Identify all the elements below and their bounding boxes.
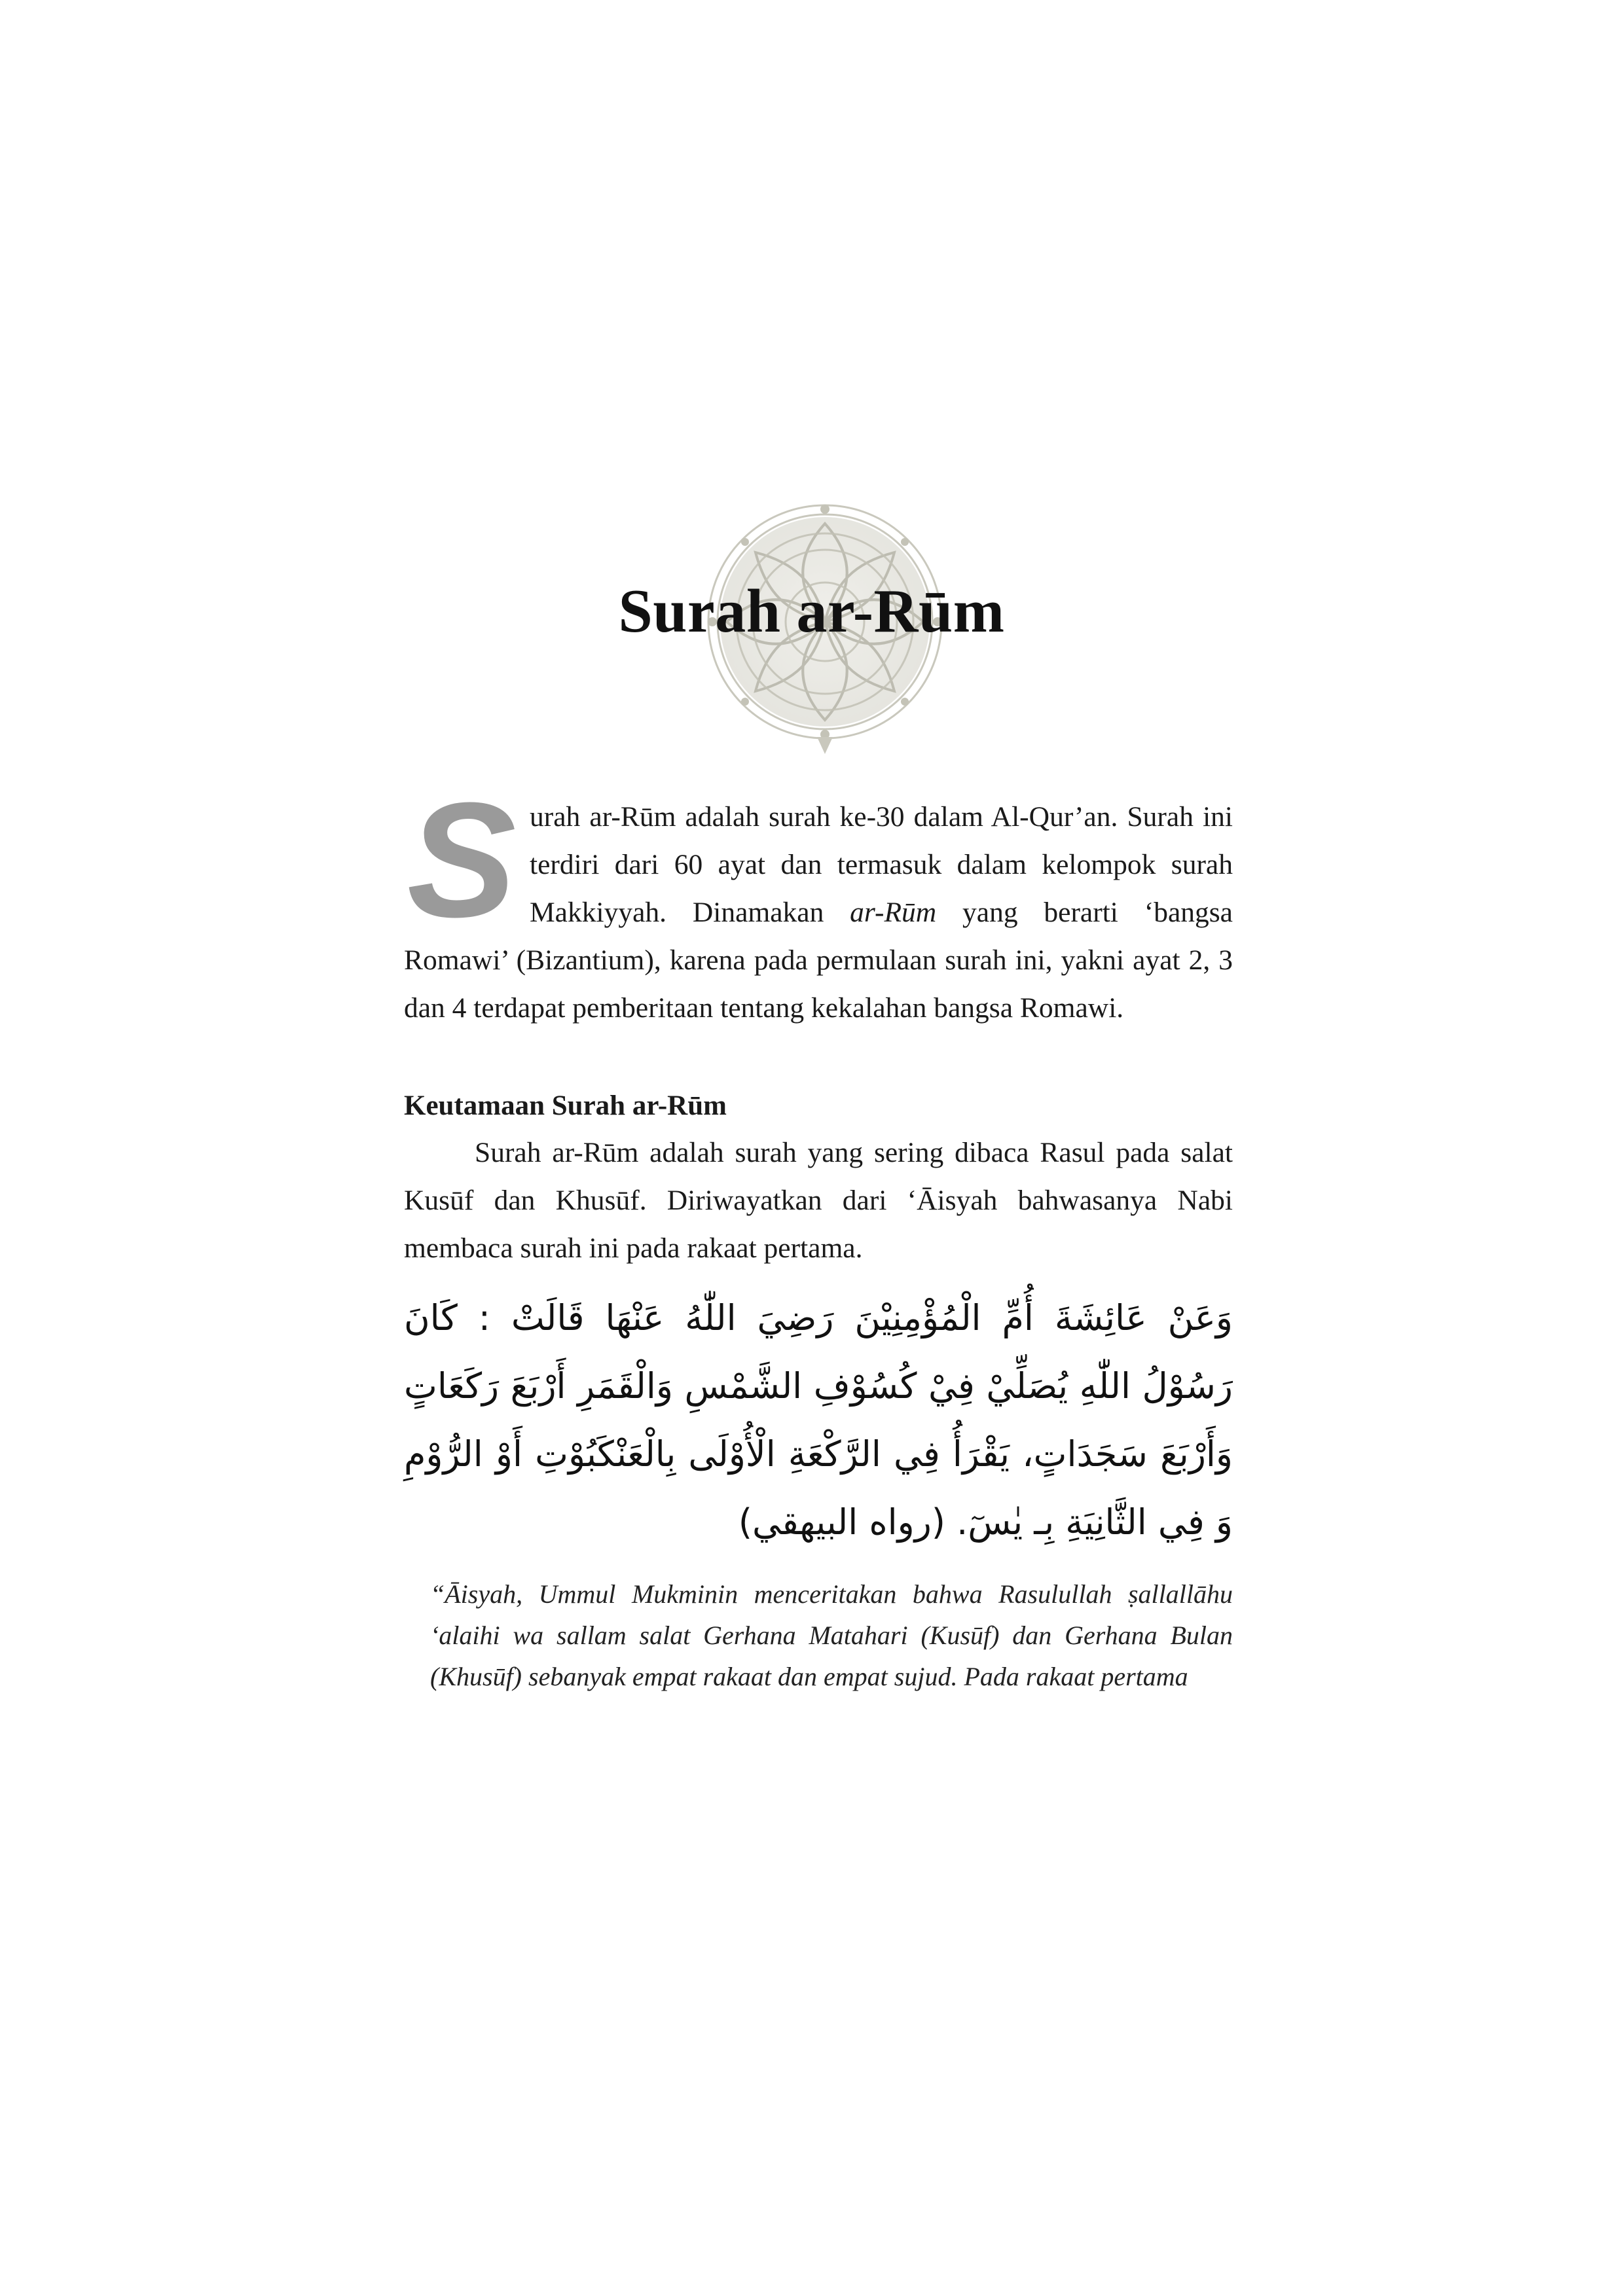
- intro-rest: yang berarti ‘bangsa Romawi’ (Bizantium), karena pada permulaan surah ini, yakni ayat 2, 3 dan 4 terdapat pemberitaan tentang kekalahan bangsa Romawi.: [404, 897, 1233, 1024]
- intro-term: ar-Rūm: [850, 897, 937, 928]
- hadith-translation: “Āisyah, Ummul Mukminin menceritakan bahwa Rasulullah ṣallallāhu ‘alaihi wa sallam salat Gerhana Matahari (Kusūf) dan Gerhana Bulan (Khusūf) sebanyak empat rakaat dan empat sujud. Pada rakaat pertama: [430, 1579, 1233, 1691]
- page-title: Surah ar-Rūm: [618, 577, 1005, 645]
- intro-lead: urah ar-Rūm adalah surah ke-30 dalam Al-Qur’an. Surah ini terdiri dari 60 ayat dan termasuk dalam kelompok surah Makkiyyah. Dinamakan: [530, 801, 1233, 928]
- dropcap-letter-icon: [403, 797, 520, 928]
- main-content: [404, 793, 1233, 1697]
- dropcap-letter: S: [407, 797, 517, 928]
- arabic-hadith: وَعَنْ عَائِشَةَ أُمِّ الْمُؤْمِنِيْنَ رَضِيَ اللّٰهُ عَنْهَا قَالَتْ : كَانَ رَسُوْلُ اللّٰهِ يُصَلِّيْ فِيْ كُسُوْفِ الشَّمْسِ وَالْقَمَرِ أَرْبَعَ رَكَعَاتٍ وَأَرْبَعَ سَجَدَاتٍ، يَقْرَأُ فِي الرَّكْعَةِ الْأُوْلَى بِالْعَنْكَبُوْتِ أَوْ الرُّوْمِ وَ فِي الثَّانِيَةِ بِـ يٰسٓ. (رواه البيهقي): [404, 1297, 1233, 1543]
- intro-paragraph: [404, 793, 1233, 1032]
- section-heading: Keutamaan Surah ar-Rūm: [404, 1090, 727, 1121]
- section-paragraph: Surah ar-Rūm adalah surah yang sering dibaca Rasul pada salat Kusūf dan Khusūf. Diriwayatkan dari ‘Āisyah bahwasanya Nabi membaca surah ini pada rakaat pertama.: [404, 1137, 1233, 1264]
